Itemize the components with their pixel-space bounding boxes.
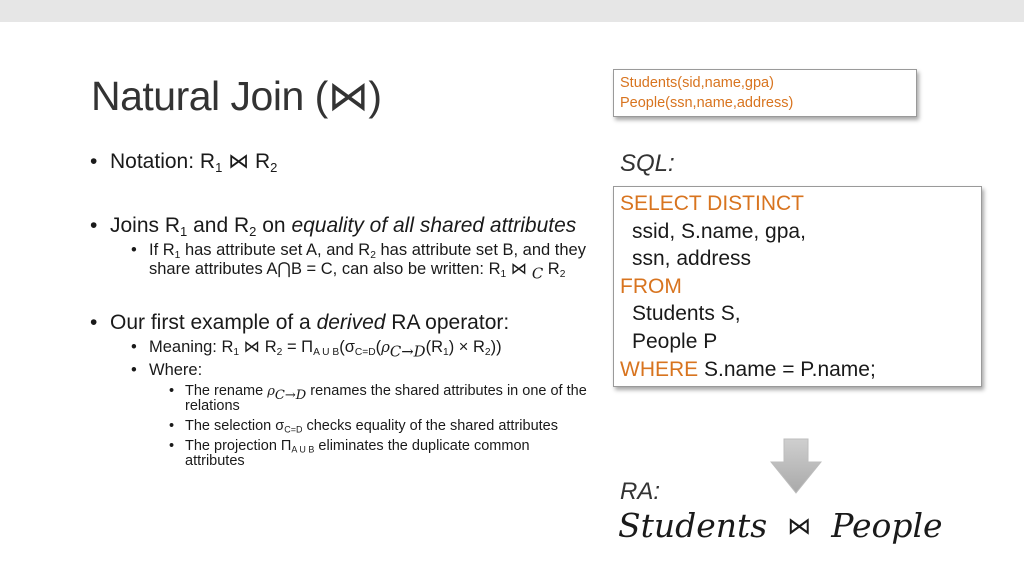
schema-box xyxy=(613,69,917,117)
bullet-notation: • Notation: $R_1$ ⋈ $R_2$ xyxy=(88,150,588,174)
sql-from-keyword: FROM xyxy=(620,274,682,298)
sql-where-line xyxy=(620,356,975,384)
bullet-rename: • The rename $\rho_{C\to D}$ renames the shared attributes in one of the relations xyxy=(165,384,588,414)
sql-columns-1: ssid, S.name, gpa, xyxy=(632,219,806,243)
sql-select-keyword: SELECT DISTINCT xyxy=(620,192,804,215)
bullet-joins-sub: • If $R_1$ has attribute set A, and $R_2$ has attribute set B, and they share attributes A⋂B = C, can also be written: $R_1$ ⋈ $_C$ $R_2$ xyxy=(127,241,588,279)
bullet-projection: • The projection $\Pi_{A U B}$ eliminates the duplicate common attributes xyxy=(165,439,588,469)
sql-where-condition: S.name = P.name; xyxy=(698,357,876,381)
bullet-joins: • Joins $R_1$ and $R_2$ on equality of all shared attributes xyxy=(88,214,588,238)
bullet-meaning: • Meaning: $R_1$ ⋈ $R_2 = \Pi_{A U B}(\sigma_{C=D}(\rho_{C\to D}(R_1) \times R_2))$ xyxy=(127,338,588,357)
sql-where-keyword: WHERE xyxy=(620,357,699,381)
ra-right-relation: People xyxy=(831,506,943,545)
bullet-list xyxy=(88,150,588,469)
sql-query-box xyxy=(613,186,982,387)
sql-label: SQL: xyxy=(620,150,675,177)
top-bar xyxy=(0,0,1024,22)
sql-columns-2: ssn, address xyxy=(632,247,752,271)
bullet-selection: • The selection $\sigma_{C=D}$ checks equality of the shared attributes xyxy=(165,419,588,434)
schema-students: Students(sid,name,gpa) xyxy=(620,75,774,91)
ra-left-relation: Students xyxy=(618,506,768,545)
sql-table-2: People P xyxy=(632,329,718,353)
natural-join-icon: ⋈ xyxy=(787,512,812,540)
ra-label: RA: xyxy=(620,478,661,505)
slide-title: Natural Join (⋈) xyxy=(91,73,382,119)
bullet-where: • Where: xyxy=(127,361,588,380)
schema-people: People(ssn,name,address) xyxy=(620,95,794,111)
sql-table-1: Students S, xyxy=(632,302,741,326)
down-arrow-icon xyxy=(770,438,822,494)
bullet-derived: • Our first example of a derived RA operator: xyxy=(88,311,588,335)
ra-expression xyxy=(618,506,943,545)
